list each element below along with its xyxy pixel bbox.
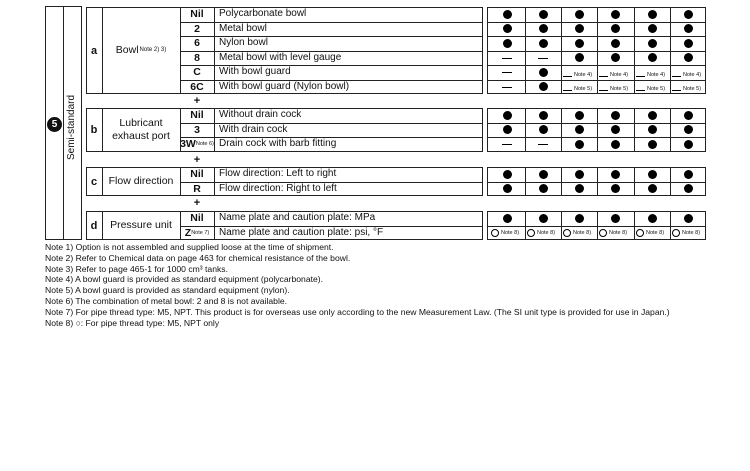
available-dot-icon	[684, 125, 693, 134]
available-dot-icon	[648, 170, 657, 179]
available-dot-icon	[648, 24, 657, 33]
mark-note-text: Note 8)	[646, 229, 665, 236]
available-dot-icon	[539, 125, 548, 134]
footnote: Note 5) A bowl guard is provided as standard equipment (nylon).	[45, 285, 290, 296]
available-dot-icon	[648, 111, 657, 120]
not-available-dash-icon	[502, 72, 512, 73]
option-description: Name plate and caution plate: MPa	[219, 212, 376, 223]
available-dot-icon	[503, 111, 512, 120]
option-code	[180, 36, 214, 51]
option-available-circle-mark	[599, 228, 627, 239]
available-dot-icon	[503, 184, 512, 193]
available-dot-icon	[575, 170, 584, 179]
open-circle-icon	[563, 229, 571, 237]
option-code	[180, 51, 214, 66]
available-dot-icon	[575, 53, 584, 62]
section-divider	[63, 6, 64, 240]
not-available-note-mark	[599, 67, 628, 78]
available-dot-icon	[611, 140, 620, 149]
compat-row-divider	[487, 36, 706, 37]
available-dot-icon	[684, 10, 693, 19]
available-dot-icon	[503, 170, 512, 179]
mark-note-text: Note 5)	[647, 86, 666, 92]
group-letter: d	[90, 219, 98, 232]
not-available-note-mark	[636, 67, 665, 78]
available-dot-icon	[575, 10, 584, 19]
option-code-text: Nil	[190, 168, 204, 180]
footnote: Note 8) ○: For pipe thread type: M5, NPT only	[45, 317, 220, 328]
available-dot-icon	[539, 10, 548, 19]
available-dot-icon	[539, 214, 548, 223]
option-code	[180, 123, 214, 138]
group-label-note: Note 2) 3)	[139, 47, 167, 53]
option-code	[180, 167, 214, 182]
footnotes	[45, 242, 745, 328]
not-available-dash-icon	[502, 58, 512, 59]
not-available-note-mark	[563, 67, 592, 78]
compat-row-divider	[487, 80, 706, 81]
not-available-note-mark	[599, 82, 628, 93]
dash-icon	[672, 90, 681, 91]
option-description: Name plate and caution plate: psi, °F	[219, 226, 384, 238]
available-dot-icon	[684, 53, 693, 62]
available-dot-icon	[539, 184, 548, 193]
option-description: Drain cock with barb fitting	[219, 138, 337, 149]
dash-icon	[563, 90, 572, 91]
option-code-text: 2	[194, 22, 200, 35]
option-description: With drain cock	[219, 123, 288, 135]
available-dot-icon	[539, 68, 548, 77]
option-code-text: Nil	[190, 212, 204, 224]
available-dot-icon	[575, 214, 584, 223]
available-dot-icon	[611, 53, 620, 62]
column-divider	[102, 7, 103, 94]
mark-note-text: Note 4)	[683, 71, 702, 78]
available-dot-icon	[503, 24, 512, 33]
not-available-dash-icon	[502, 87, 512, 88]
compat-row-divider	[487, 182, 706, 183]
compat-row-divider	[487, 137, 706, 138]
available-dot-icon	[611, 170, 620, 179]
option-available-circle-mark	[527, 228, 555, 239]
not-available-note-mark	[672, 67, 701, 78]
option-available-circle-mark	[491, 228, 519, 239]
option-code-note: Note 6)	[195, 141, 214, 147]
available-dot-icon	[684, 214, 693, 223]
available-dot-icon	[539, 111, 548, 120]
available-dot-icon	[611, 184, 620, 193]
available-dot-icon	[648, 10, 657, 19]
mark-note-text: Note 8)	[501, 229, 520, 236]
mark-note-text: Note 4)	[574, 71, 593, 78]
mark-note-text: Note 5)	[610, 86, 629, 92]
available-dot-icon	[684, 111, 693, 120]
option-description: With bowl guard	[219, 66, 291, 77]
column-divider	[102, 108, 103, 152]
available-dot-icon	[648, 39, 657, 48]
available-dot-icon	[684, 140, 693, 149]
option-available-circle-mark	[672, 228, 700, 239]
group-letter: a	[90, 44, 98, 57]
mark-note-text: Note 5)	[683, 86, 702, 92]
open-circle-icon	[491, 229, 499, 237]
available-dot-icon	[648, 140, 657, 149]
available-dot-icon	[503, 10, 512, 19]
option-description: Metal bowl with level gauge	[219, 51, 342, 63]
option-available-circle-mark	[563, 228, 591, 239]
available-dot-icon	[575, 140, 584, 149]
available-dot-icon	[503, 214, 512, 223]
footnote: Note 4) A bowl guard is provided as standard equipment (polycarbonate).	[45, 274, 324, 285]
available-dot-icon	[648, 184, 657, 193]
available-dot-icon	[611, 111, 620, 120]
footnote: Note 7) For pipe thread type: M5, NPT. This product is for overseas use only according to the new Measurement Law. (The SI unit type is provided for use in Japan.)	[45, 306, 670, 317]
option-description: Nylon bowl	[219, 37, 268, 48]
dash-icon	[599, 76, 608, 77]
open-circle-icon	[599, 229, 607, 237]
available-dot-icon	[611, 214, 620, 223]
open-circle-icon	[672, 229, 680, 237]
available-dot-icon	[648, 214, 657, 223]
plus-sign: +	[193, 154, 201, 166]
compat-column-divider	[525, 108, 526, 152]
option-code	[180, 137, 214, 152]
available-dot-icon	[611, 125, 620, 134]
available-dot-icon	[539, 170, 548, 179]
open-circle-icon	[636, 229, 644, 237]
option-code-text: 3	[194, 123, 200, 136]
option-code	[180, 182, 214, 197]
option-code-note: Note 7)	[191, 229, 210, 236]
available-dot-icon	[575, 39, 584, 48]
mark-note-text: Note 8)	[609, 229, 628, 236]
mark-note-text: Note 4)	[610, 71, 629, 78]
option-code-text: 6C	[190, 80, 204, 93]
footnote: Note 6) The combination of metal bowl: 2 and 8 is not available.	[45, 295, 288, 306]
compat-row-divider	[487, 123, 706, 124]
available-dot-icon	[611, 39, 620, 48]
mark-note-text: Note 8)	[573, 229, 592, 236]
available-dot-icon	[611, 10, 620, 19]
option-code-text: Z	[184, 226, 192, 239]
group-label-text: Bowl	[115, 44, 139, 56]
compat-row-divider	[487, 226, 706, 227]
not-available-note-mark	[563, 82, 592, 93]
group-letter: b	[90, 123, 98, 136]
compat-row-divider	[487, 65, 706, 66]
compat-column-divider	[597, 108, 598, 152]
group-label	[104, 108, 178, 152]
not-available-dash-icon	[502, 144, 512, 145]
option-code-text: 6	[194, 37, 200, 49]
open-circle-icon	[527, 229, 535, 237]
group-label	[104, 167, 178, 196]
option-code	[180, 80, 214, 95]
option-code	[180, 65, 214, 80]
not-available-note-mark	[636, 82, 665, 93]
option-code	[180, 22, 214, 37]
compat-column-divider	[561, 108, 562, 152]
available-dot-icon	[503, 39, 512, 48]
option-description: Flow direction: Right to left	[219, 182, 337, 194]
option-description: Polycarbonate bowl	[219, 8, 307, 19]
mark-note-text: Note 4)	[647, 71, 666, 78]
not-available-dash-icon	[538, 58, 548, 59]
available-dot-icon	[575, 24, 584, 33]
group-label-text: Flow direction	[108, 175, 174, 187]
compat-column-divider	[634, 108, 635, 152]
available-dot-icon	[539, 82, 548, 91]
dash-icon	[636, 90, 645, 91]
not-available-note-mark	[672, 82, 701, 93]
group-label	[104, 7, 178, 94]
available-dot-icon	[684, 24, 693, 33]
footnote: Note 3) Refer to page 465-1 for 1000 cm³ tanks.	[45, 263, 228, 274]
option-description: Metal bowl	[219, 22, 267, 34]
option-code	[180, 7, 214, 22]
available-dot-icon	[648, 125, 657, 134]
compat-column-divider	[670, 108, 671, 152]
available-dot-icon	[503, 125, 512, 134]
available-dot-icon	[539, 39, 548, 48]
group-letter: c	[90, 175, 98, 188]
option-code-text: C	[193, 66, 201, 78]
group-label	[104, 211, 178, 240]
option-code-text: Nil	[190, 8, 204, 20]
dash-icon	[599, 90, 608, 91]
not-available-dash-icon	[538, 144, 548, 145]
available-dot-icon	[684, 39, 693, 48]
group-label-text: Lubricant exhaust port	[112, 116, 170, 142]
column-divider	[102, 167, 103, 196]
option-code-text: 8	[194, 51, 200, 64]
option-code	[180, 108, 214, 123]
dash-icon	[563, 76, 572, 77]
section-label: Semi-standard	[66, 94, 77, 160]
available-dot-icon	[575, 184, 584, 193]
dash-icon	[636, 76, 645, 77]
compat-row-divider	[487, 51, 706, 52]
option-description: Without drain cock	[219, 109, 302, 120]
available-dot-icon	[539, 24, 548, 33]
option-code	[180, 226, 214, 241]
plus-sign: +	[193, 95, 201, 107]
option-description: With bowl guard (Nylon bowl)	[219, 80, 350, 92]
mark-note-text: Note 8)	[537, 229, 556, 236]
option-available-circle-mark	[636, 228, 664, 239]
available-dot-icon	[684, 170, 693, 179]
option-code-text: R	[193, 182, 201, 195]
option-code-text: 3W	[180, 138, 196, 150]
available-dot-icon	[575, 111, 584, 120]
available-dot-icon	[575, 125, 584, 134]
option-code-text: Nil	[190, 109, 204, 121]
compat-row-divider	[487, 22, 706, 23]
available-dot-icon	[611, 24, 620, 33]
group-label-text: Pressure unit	[110, 219, 172, 231]
footnote: Note 1) Option is not assembled and supplied loose at the time of shipment.	[45, 242, 334, 252]
column-divider	[102, 211, 103, 240]
footnote: Note 2) Refer to Chemical data on page 463 for chemical resistance of the bowl.	[45, 252, 351, 263]
option-description: Flow direction: Left to right	[219, 168, 337, 179]
plus-sign: +	[193, 197, 201, 209]
mark-note-text: Note 8)	[682, 229, 701, 236]
option-code	[180, 211, 214, 226]
available-dot-icon	[684, 184, 693, 193]
available-dot-icon	[648, 53, 657, 62]
section-number-badge: 5	[47, 117, 62, 132]
mark-note-text: Note 5)	[574, 86, 593, 92]
dash-icon	[672, 76, 681, 77]
